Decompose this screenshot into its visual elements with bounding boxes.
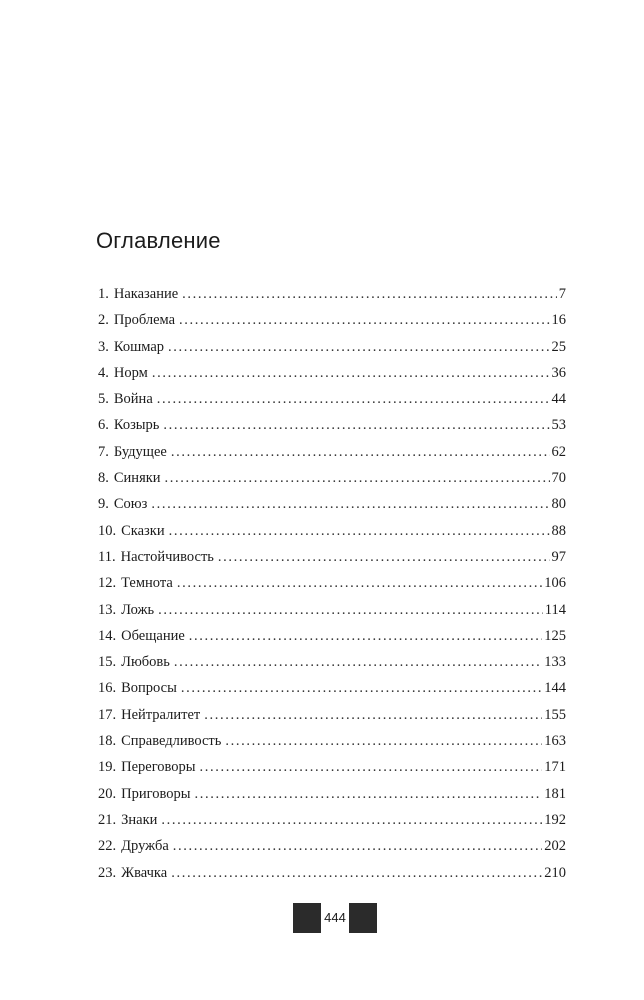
toc-entry-page: 53 [551,417,566,434]
toc-entry-title: Любовь [121,654,170,671]
toc-entry-title: Вопросы [121,680,177,697]
toc-entry[interactable] [98,391,566,417]
toc-leader-dots [151,496,549,513]
toc-entry-title: Справедливость [121,733,222,750]
toc-entry-title: Союз [113,496,148,513]
toc-entry-page: 16 [551,312,566,329]
toc-entry[interactable] [98,549,566,575]
toc-entry-number: 10. [98,522,117,539]
toc-entry-page: 106 [544,575,566,592]
toc-leader-dots [179,312,549,329]
toc-entry[interactable] [98,733,566,759]
toc-leader-dots [169,523,550,540]
toc-entry-page: 36 [551,364,566,381]
toc-entry-number: 21. [98,811,117,828]
toc-entry-page: 210 [544,864,566,881]
toc-entry-title: Война [113,391,153,408]
toc-entry[interactable] [98,865,566,891]
toc-entry-number: 18. [98,733,117,750]
toc-entry-page: 181 [544,785,566,802]
toc-entry[interactable] [98,838,566,864]
toc-entry-number: 19. [98,759,117,776]
toc-entry-title: Знаки [121,811,158,828]
toc-entry-number: 3. [98,338,109,355]
toc-entry-number: 14. [98,627,117,644]
toc-entry-number: 15. [98,654,117,671]
toc-leader-dots [189,628,542,645]
table-of-contents [98,286,566,891]
toc-leader-dots [225,733,542,750]
toc-leader-dots [165,470,550,487]
toc-entry-page: 144 [544,680,566,697]
toc-entry[interactable] [98,444,566,470]
toc-entry-title: Норм [113,364,148,381]
toc-entry-title: Настойчивость [120,548,214,565]
toc-leader-dots [157,391,550,408]
toc-entry[interactable] [98,365,566,391]
toc-entry[interactable] [98,417,566,443]
toc-leader-dots [161,812,542,829]
toc-entry[interactable] [98,496,566,522]
toc-leader-dots [181,680,542,697]
toc-entry[interactable] [98,707,566,733]
toc-entry-page: 202 [544,838,566,855]
folio-bar-left [293,903,321,933]
toc-entry-page: 44 [551,391,566,408]
toc-entry-title: Проблема [113,312,176,329]
toc-entry-page: 88 [551,522,566,539]
toc-entry-page: 192 [544,811,566,828]
toc-entry-page: 97 [551,548,566,565]
toc-entry[interactable] [98,339,566,365]
toc-entry-title: Дружба [121,838,169,855]
toc-entry-number: 4. [98,364,109,381]
toc-entry-page: 62 [551,443,566,460]
toc-entry-number: 20. [98,785,117,802]
toc-leader-dots [171,865,542,882]
toc-entry[interactable] [98,812,566,838]
toc-entry-number: 5. [98,391,109,408]
toc-leader-dots [194,786,542,803]
toc-entry-title: Ложь [121,601,155,618]
toc-entry[interactable] [98,602,566,628]
toc-entry-number: 12. [98,575,117,592]
toc-entry-number: 6. [98,417,109,434]
toc-entry[interactable] [98,786,566,812]
toc-entry-number: 1. [98,286,109,302]
toc-entry-number: 23. [98,864,117,881]
toc-entry-title: Нейтралитет [121,706,201,723]
toc-leader-dots [173,838,542,855]
folio-bar-right [349,903,377,933]
toc-entry-number: 16. [98,680,117,697]
toc-entry-title: Наказание [113,286,179,302]
toc-entry[interactable] [98,575,566,601]
toc-entry-number: 22. [98,838,117,855]
toc-entry-title: Сказки [121,522,165,539]
toc-leader-dots [174,654,542,671]
page-number [293,903,377,933]
toc-entry-page: 7 [558,286,566,302]
toc-entry-page: 80 [551,496,566,513]
toc-entry-page: 133 [544,654,566,671]
toc-entry[interactable] [98,680,566,706]
toc-entry-page: 25 [551,338,566,355]
toc-entry-title: Козырь [113,417,160,434]
toc-entry-page: 155 [544,706,566,723]
toc-entry-number: 13. [98,601,117,618]
toc-entry-title: Темнота [121,575,173,592]
toc-entry-title: Синяки [113,470,161,487]
toc-entry-title: Обещание [121,627,185,644]
toc-entry[interactable] [98,759,566,785]
toc-leader-dots [182,286,557,303]
toc-entry[interactable] [98,470,566,496]
toc-entry-number: 9. [98,496,109,513]
toc-entry[interactable] [98,654,566,680]
toc-entry-page: 114 [544,601,566,618]
toc-entry[interactable] [98,628,566,654]
toc-leader-dots [218,549,550,566]
toc-entry-number: 2. [98,312,109,329]
toc-entry-page: 171 [544,759,566,776]
toc-entry-title: Жвачка [121,864,168,881]
toc-leader-dots [204,707,542,724]
toc-entry[interactable] [98,312,566,338]
page-title: Оглавление [96,228,221,253]
toc-leader-dots [171,444,550,461]
toc-entry-number: 8. [98,470,109,487]
toc-entry-title: Будущее [113,443,167,460]
toc-leader-dots [168,339,549,356]
toc-entry-title: Кошмар [113,338,165,355]
toc-entry-page: 70 [551,470,566,487]
toc-entry-title: Переговоры [121,759,196,776]
toc-leader-dots [152,365,550,382]
toc-leader-dots [163,417,549,434]
toc-entry[interactable] [98,286,566,312]
toc-entry-number: 7. [98,443,109,460]
toc-leader-dots [200,759,543,776]
toc-leader-dots [177,575,542,592]
toc-entry-page: 125 [544,627,566,644]
page-number-value: 444 [321,903,349,933]
toc-entry[interactable] [98,523,566,549]
toc-entry-page: 163 [544,733,566,750]
toc-entry-number: 17. [98,706,117,723]
toc-entry-title: Приговоры [121,785,191,802]
toc-leader-dots [158,602,543,619]
toc-entry-number: 11. [98,548,116,565]
